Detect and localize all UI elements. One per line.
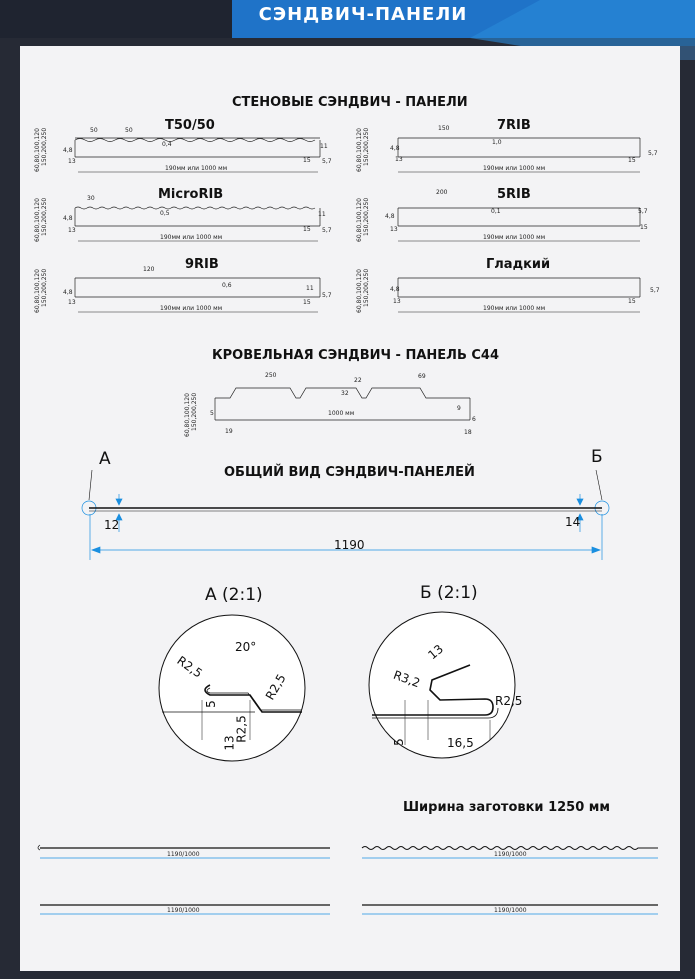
panel-name-7rib: 7RIB — [497, 118, 531, 133]
dim-label: 150 — [438, 125, 450, 132]
left-offset-label: 12 — [104, 518, 120, 532]
dim-label: 0,1 — [491, 208, 501, 215]
dim-label: 4,8 — [385, 213, 395, 220]
detail-b-title: Б (2:1) — [420, 583, 478, 603]
detail-b-radius: R2,5 — [495, 694, 523, 708]
detail-a-radius: R2,5 — [234, 715, 249, 743]
profile-width-label: 1190/1000 — [167, 907, 200, 914]
width-label: 190мм или 1000 мм — [160, 305, 223, 312]
wall-section-title: СТЕНОВЫЕ СЭНДВИЧ - ПАНЕЛИ — [232, 95, 468, 110]
thickness-label: 150,200,250 — [41, 197, 48, 236]
dim-label: 250 — [265, 372, 277, 379]
dim-label: 15 — [640, 224, 648, 231]
panel-name-microrib: MicroRIB — [158, 187, 224, 202]
dim-label: 11 — [318, 211, 326, 218]
dim-label: 200 — [436, 189, 448, 196]
dim-label: 4,8 — [63, 147, 73, 154]
profile-width-label: 1190/1000 — [494, 907, 527, 914]
thickness-label: 150,200,250 — [41, 127, 48, 166]
dim-label: 4,8 — [390, 145, 400, 152]
dim-label: 15 — [628, 157, 636, 164]
detail-b-dim: 16,5 — [447, 736, 474, 750]
profile-width-label: 1190/1000 — [167, 851, 200, 858]
dim-label: 13 — [68, 227, 76, 234]
thickness-label: 60,80,100,120 — [356, 269, 363, 313]
dim-label: 13 — [68, 158, 76, 165]
panel-name-5rib: 5RIB — [497, 187, 531, 202]
width-label: 190мм или 1000 мм — [165, 165, 228, 172]
detail-b-dim: 5 — [391, 738, 406, 746]
total-width-label: 1190 — [334, 538, 365, 552]
dim-label: 69 — [418, 373, 426, 380]
thickness-label: 150,200,250 — [363, 127, 370, 166]
dim-label: 5,7 — [322, 292, 332, 299]
dim-label: 6 — [472, 416, 476, 423]
detail-a-title: А (2:1) — [205, 585, 263, 605]
profile-width-label: 1190/1000 — [494, 851, 527, 858]
dim-label: 15 — [303, 157, 311, 164]
dim-label: 19 — [225, 428, 233, 435]
dim-label: 11 — [320, 143, 328, 150]
dim-label: 13 — [393, 298, 401, 305]
dim-label: 1,0 — [492, 139, 502, 146]
panel-name-t50: T50/50 — [165, 118, 215, 133]
thickness-label: 150,200,250 — [191, 392, 198, 431]
panel-name-smooth: Гладкий — [486, 257, 551, 272]
dim-label: 50 — [125, 127, 133, 134]
dim-label: 0,6 — [222, 282, 232, 289]
detail-b-dim: 13 — [425, 641, 446, 663]
dim-label: 13 — [390, 226, 398, 233]
general-view-title: ОБЩИЙ ВИД СЭНДВИЧ-ПАНЕЛЕЙ — [224, 465, 475, 480]
right-offset-label: 14 — [565, 515, 581, 529]
dim-label: 18 — [464, 429, 472, 436]
width-label: 190мм или 1000 мм — [160, 234, 223, 241]
detail-a-angle: 20° — [235, 640, 257, 654]
dim-label: 1000 мм — [328, 410, 355, 417]
dim-label: 30 — [87, 195, 95, 202]
width-label: 190мм или 1000 мм — [483, 305, 546, 312]
thickness-label: 60,80,100,120 — [34, 269, 41, 313]
thickness-label: 150,200,250 — [41, 268, 48, 307]
dim-label: 22 — [354, 377, 362, 384]
dim-label: 50 — [90, 127, 98, 134]
blank-width-label: Ширина заготовки 1250 мм — [403, 800, 611, 815]
detail-b-radius: R3,2 — [391, 667, 422, 691]
dim-label: 4,8 — [390, 286, 400, 293]
thickness-label: 60,80,100,120 — [34, 128, 41, 172]
detail-a-dim: 13 — [222, 735, 237, 751]
dim-label: 32 — [341, 390, 349, 397]
dim-label: 4,8 — [63, 215, 73, 222]
dim-label: 15 — [303, 299, 311, 306]
detail-a-dim: 5 — [203, 700, 218, 708]
dim-label: 15 — [628, 298, 636, 305]
dim-label: 9 — [457, 405, 461, 412]
detail-b-drawing — [369, 612, 515, 758]
thickness-label: 60,80,100,120 — [356, 128, 363, 172]
thickness-label: 60,80,100,120 — [184, 393, 191, 437]
dim-label: 0,4 — [162, 141, 172, 148]
dim-label: 5,7 — [322, 227, 332, 234]
thickness-label: 60,80,100,120 — [356, 198, 363, 242]
panel-name-9rib: 9RIB — [185, 257, 219, 272]
dim-label: 5,7 — [648, 150, 658, 157]
dim-label: 13 — [395, 156, 403, 163]
dim-label: 5,7 — [638, 208, 648, 215]
page-title: СЭНДВИЧ-ПАНЕЛИ — [258, 4, 468, 25]
detail-a-radius: R2,5 — [174, 653, 205, 681]
thickness-label: 60,80,100,120 — [34, 198, 41, 242]
dim-label: 0,5 — [160, 210, 170, 217]
bottom-profiles-drawing — [38, 845, 658, 914]
dim-label: 5,7 — [322, 158, 332, 165]
width-label: 190мм или 1000 мм — [483, 234, 546, 241]
detail-a-radius: R2,5 — [262, 671, 289, 703]
thickness-label: 150,200,250 — [363, 197, 370, 236]
dim-label: 15 — [303, 226, 311, 233]
dim-label: 4,8 — [63, 289, 73, 296]
dim-label: 120 — [143, 266, 155, 273]
roof-section-title: КРОВЕЛЬНАЯ СЭНДВИЧ - ПАНЕЛЬ С44 — [212, 348, 500, 363]
dim-label: 11 — [306, 285, 314, 292]
marker-a: А — [99, 449, 111, 469]
marker-b: Б — [591, 447, 603, 467]
dim-label: 13 — [68, 299, 76, 306]
dim-label: 5 — [210, 410, 214, 417]
width-label: 190мм или 1000 мм — [483, 165, 546, 172]
thickness-label: 150,200,250 — [363, 268, 370, 307]
dim-label: 5,7 — [650, 287, 660, 294]
